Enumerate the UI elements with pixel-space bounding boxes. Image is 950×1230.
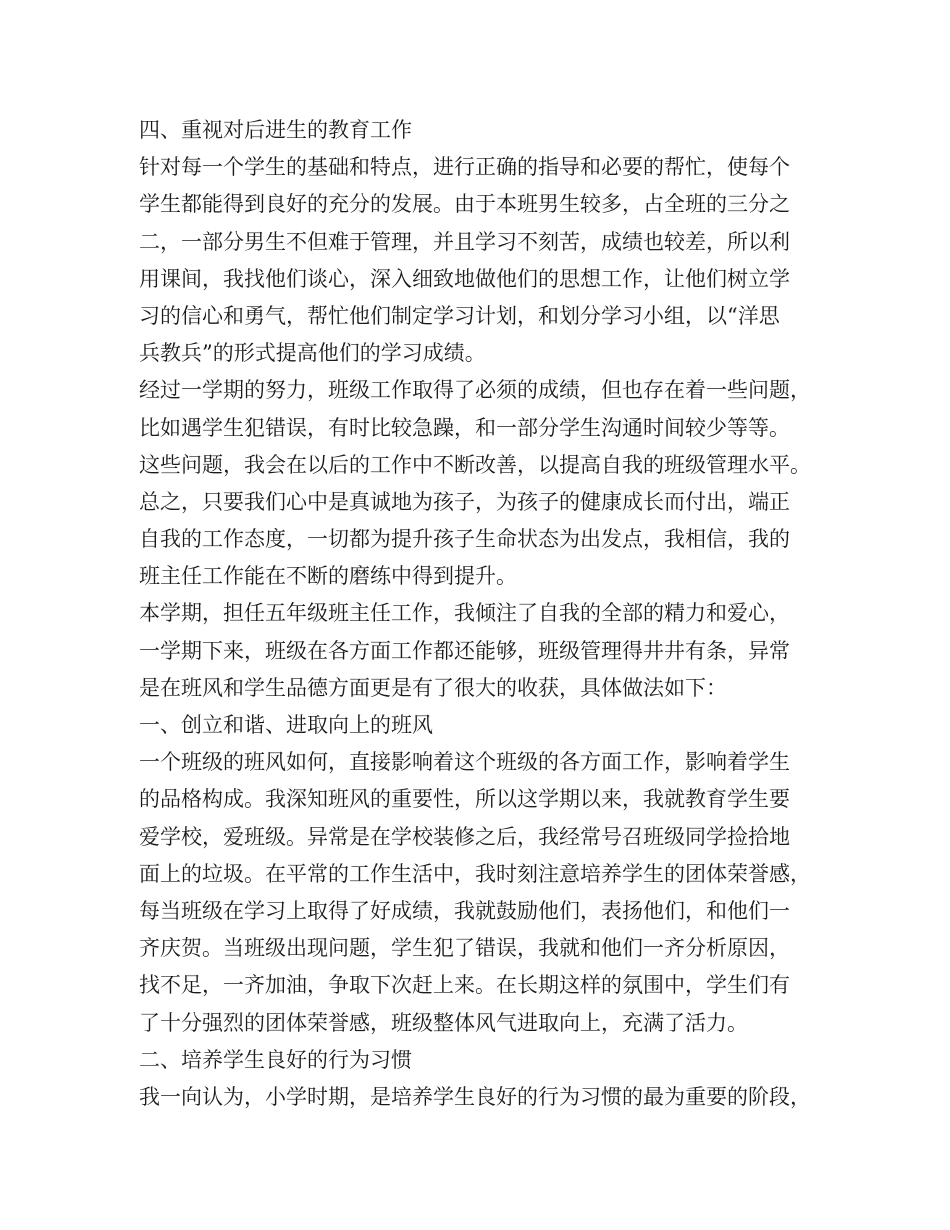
text-line: 总之，只要我们心中是真诚地为孩子，为孩子的健康成长而付出，端正 (139, 489, 790, 514)
text-line: 面上的垃圾。在平常的工作生活中，我时刻注意培养学生的团体荣誉感， (139, 861, 811, 886)
text-line: 找不足，一齐加油，争取下次赶上来。在长期这样的氛围中，学生们有 (139, 973, 790, 998)
text-line: 比如遇学生犯错误，有时比较急躁，和一部分学生沟通时间较少等等。 (139, 415, 790, 440)
text-line: 习的信心和勇气，帮忙他们制定学习计划，和划分学习小组，以“洋思 (139, 303, 780, 328)
document-body (139, 112, 829, 1116)
section-heading-2: 二、培养学生良好的行为习惯 (139, 1047, 412, 1072)
section-heading-4: 四、重视对后进生的教育工作 (139, 118, 412, 142)
text-line: 班主任工作能在不断的磨练中得到提升。 (139, 564, 517, 589)
text-line: 本学期，担任五年级班主任工作，我倾注了自我的全部的精力和爱心， (139, 601, 790, 626)
text-line: 这些问题，我会在以后的工作中不断改善，以提高自我的班级管理水平。 (139, 452, 811, 477)
text-line: 二，一部分男生不但难于管理，并且学习不刻苦，成绩也较差，所以利 (139, 229, 790, 254)
text-line: 一学期下来，班级在各方面工作都还能够，班级管理得井井有条，异常 (139, 638, 790, 663)
text-line: 经过一学期的努力，班级工作取得了必须的成绩，但也存在着一些问题， (139, 378, 811, 403)
text-line: 的品格构成。我深知班风的重要性，所以这学期以来，我就教育学生要 (139, 787, 790, 812)
text-line: 自我的工作态度，一切都为提升孩子生命状态为出发点，我相信，我的 (139, 527, 790, 552)
text-line: 用课间，我找他们谈心，深入细致地做他们的思想工作，让他们树立学 (139, 266, 790, 291)
text-line: 齐庆贺。当班级出现问题，学生犯了错误，我就和他们一齐分析原因， (139, 936, 790, 961)
text-line: 兵教兵”的形式提高他们的学习成绩。 (139, 341, 486, 366)
text-line: 每当班级在学习上取得了好成绩，我就鼓励他们，表扬他们，和他们一 (139, 898, 790, 923)
text-line: 了十分强烈的团体荣誉感，班级整体风气进取向上，充满了活力。 (139, 1010, 748, 1035)
text-line: 我一向认为，小学时期，是培养学生良好的行为习惯的最为重要的阶段， (139, 1084, 811, 1109)
text-line: 一个班级的班风如何，直接影响着这个班级的各方面工作，影响着学生 (139, 750, 790, 775)
text-line: 针对每一个学生的基础和特点，进行正确的指导和必要的帮忙，使每个 (139, 155, 790, 180)
text-line: 学生都能得到良好的充分的发展。由于本班男生较多，占全班的三分之 (139, 192, 790, 217)
text-line: 是在班风和学生品德方面更是有了很大的收获，具体做法如下： (139, 675, 727, 700)
section-heading-1: 一、创立和谐、进取向上的班风 (139, 713, 433, 737)
text-line: 爱学校，爱班级。异常是在学校装修之后，我经常号召班级同学捡拾地 (139, 824, 790, 849)
